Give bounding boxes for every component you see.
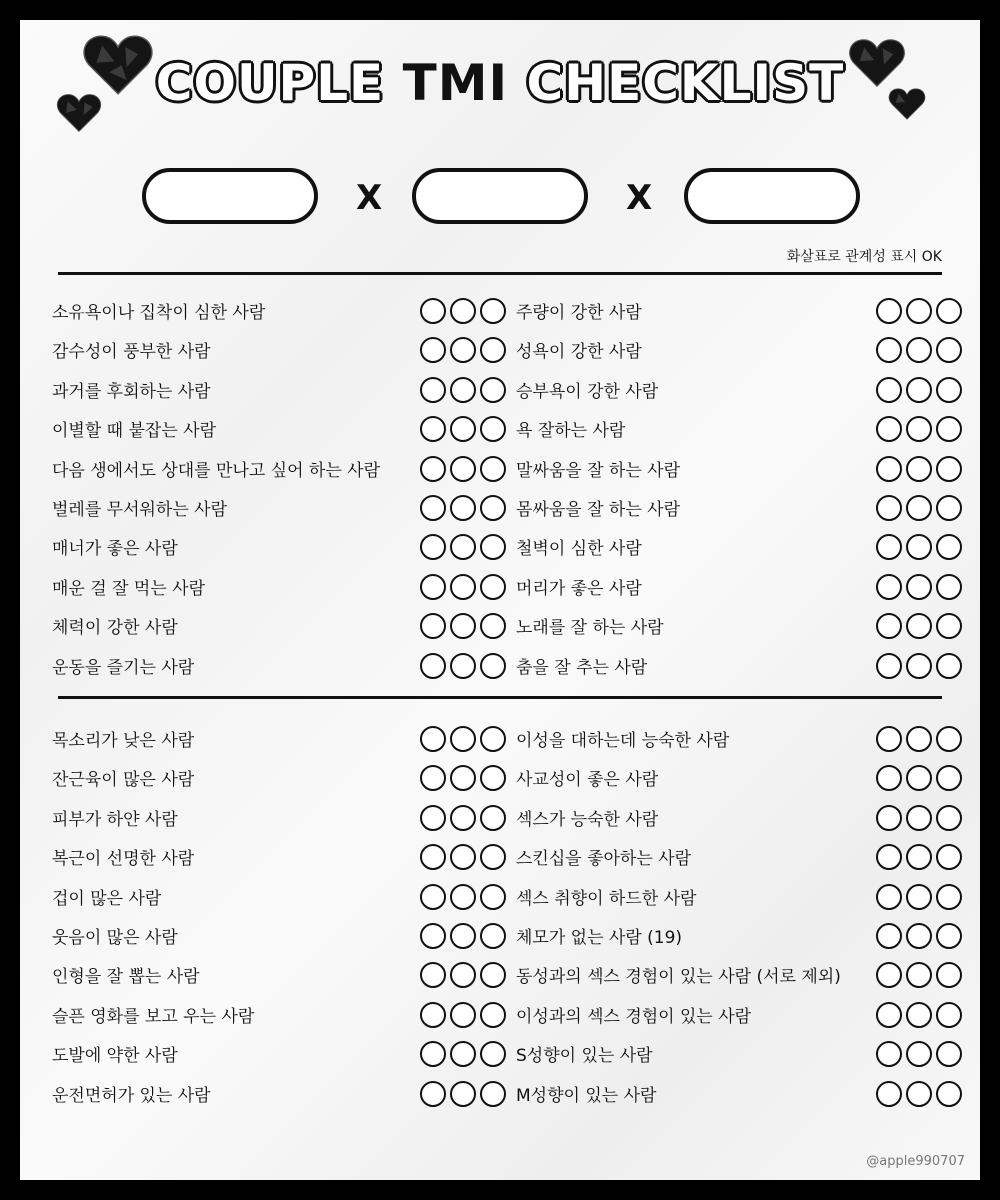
checklist-label: 섹스가 능숙한 사람 [516, 809, 659, 830]
check-circles [420, 495, 506, 521]
check-circle-2[interactable] [450, 298, 476, 324]
checklist-label: 체모가 없는 사람 (19) [516, 927, 683, 948]
checklist-row [516, 487, 960, 527]
checklist-row [52, 408, 504, 448]
page-title: COUPLE TMI CHECKLIST [155, 54, 845, 112]
check-circle-3[interactable] [936, 416, 962, 442]
name-box-2[interactable] [412, 168, 588, 224]
check-circle-1[interactable] [876, 495, 902, 521]
checklist-row [52, 757, 504, 797]
checklist-label: 승부욕이 강한 사람 [516, 381, 659, 402]
check-circles [876, 923, 962, 949]
check-circles [420, 653, 506, 679]
checklist-label: 춤을 잘 추는 사람 [516, 657, 648, 678]
check-circle-2[interactable] [906, 1041, 932, 1067]
checklist-label: 잔근육이 많은 사람 [52, 769, 195, 790]
checklist-label: 웃음이 많은 사람 [52, 927, 178, 948]
check-circle-1[interactable] [876, 884, 902, 910]
checklist-row [516, 566, 960, 606]
check-circles [420, 1041, 506, 1067]
check-circle-3[interactable] [936, 298, 962, 324]
check-circle-3[interactable] [480, 844, 506, 870]
name-box-1[interactable] [142, 168, 318, 224]
check-circle-1[interactable] [420, 298, 446, 324]
checklist-label: 복근이 선명한 사람 [52, 848, 195, 869]
check-circle-3[interactable] [936, 377, 962, 403]
check-circle-2[interactable] [450, 765, 476, 791]
x-separator: X [626, 178, 653, 218]
check-circle-2[interactable] [906, 574, 932, 600]
checklist-label: 운전면허가 있는 사람 [52, 1085, 211, 1106]
check-circles [876, 298, 962, 324]
check-circle-3[interactable] [936, 844, 962, 870]
check-circles [420, 337, 506, 363]
check-circle-1[interactable] [420, 613, 446, 639]
check-circles [420, 884, 506, 910]
check-circle-1[interactable] [420, 456, 446, 482]
check-circle-3[interactable] [480, 613, 506, 639]
check-circle-3[interactable] [936, 337, 962, 363]
check-circle-1[interactable] [420, 416, 446, 442]
check-circle-3[interactable] [936, 574, 962, 600]
check-circle-3[interactable] [936, 923, 962, 949]
check-circles [420, 1081, 506, 1107]
checklist-row [52, 876, 504, 916]
checklist-row [52, 487, 504, 527]
check-circle-3[interactable] [936, 1041, 962, 1067]
credit-handle: @apple990707 [866, 1154, 965, 1169]
check-circle-3[interactable] [480, 456, 506, 482]
check-circles [420, 377, 506, 403]
check-circle-1[interactable] [420, 1041, 446, 1067]
check-circle-2[interactable] [906, 416, 932, 442]
checklist-row [516, 526, 960, 566]
checklist-label: 겁이 많은 사람 [52, 888, 162, 909]
divider-middle [58, 696, 942, 699]
check-circles [876, 653, 962, 679]
checklist-label: 이별할 때 붙잡는 사람 [52, 420, 217, 441]
check-circle-2[interactable] [450, 416, 476, 442]
check-circle-1[interactable] [876, 534, 902, 560]
check-circle-2[interactable] [906, 534, 932, 560]
check-circles [876, 726, 962, 752]
checklist-label: M성향이 있는 사람 [516, 1085, 657, 1106]
check-circle-1[interactable] [876, 613, 902, 639]
check-circle-3[interactable] [480, 726, 506, 752]
arrow-note: 화살표로 관계성 표시 OK [786, 249, 942, 265]
checklist-row [516, 915, 960, 955]
checklist-label: 스킨십을 좋아하는 사람 [516, 848, 692, 869]
check-circle-3[interactable] [480, 805, 506, 831]
check-circle-1[interactable] [876, 765, 902, 791]
check-circles [420, 416, 506, 442]
checklist-label: S성향이 있는 사람 [516, 1045, 653, 1066]
check-circle-3[interactable] [480, 534, 506, 560]
check-circle-3[interactable] [480, 337, 506, 363]
checklist-label: 매너가 좋은 사람 [52, 538, 178, 559]
check-circle-1[interactable] [876, 456, 902, 482]
check-circle-2[interactable] [906, 298, 932, 324]
checklist-row [52, 797, 504, 837]
check-circle-2[interactable] [450, 495, 476, 521]
checklist-label: 머리가 좋은 사람 [516, 578, 642, 599]
check-circle-3[interactable] [480, 298, 506, 324]
checklist-label: 철벽이 심한 사람 [516, 538, 642, 559]
check-circle-2[interactable] [906, 613, 932, 639]
check-circle-2[interactable] [450, 805, 476, 831]
check-circle-1[interactable] [420, 962, 446, 988]
checklist-label: 성욕이 강한 사람 [516, 341, 642, 362]
check-circle-1[interactable] [876, 1041, 902, 1067]
checklist-row [516, 718, 960, 758]
check-circle-1[interactable] [876, 1002, 902, 1028]
checklist-row [52, 718, 504, 758]
checklist-row [516, 290, 960, 330]
check-circle-3[interactable] [936, 534, 962, 560]
check-circle-1[interactable] [876, 726, 902, 752]
check-circles [876, 337, 962, 363]
checklist-label: 몸싸움을 잘 하는 사람 [516, 499, 681, 520]
checklist-label: 사교성이 좋은 사람 [516, 769, 659, 790]
check-circle-2[interactable] [906, 923, 932, 949]
checklist-label: 피부가 하얀 사람 [52, 809, 178, 830]
check-circle-1[interactable] [420, 923, 446, 949]
checklist-row [52, 526, 504, 566]
checklist-label: 이성과의 섹스 경험이 있는 사람 [516, 1006, 752, 1027]
check-circle-2[interactable] [906, 1081, 932, 1107]
checklist-row [52, 605, 504, 645]
check-circle-2[interactable] [450, 726, 476, 752]
checklist-row [52, 954, 504, 994]
check-circle-1[interactable] [420, 844, 446, 870]
check-circle-1[interactable] [420, 574, 446, 600]
check-circle-2[interactable] [906, 844, 932, 870]
check-circle-3[interactable] [936, 653, 962, 679]
check-circle-1[interactable] [876, 337, 902, 363]
checklist-row [516, 1033, 960, 1073]
check-circle-2[interactable] [906, 726, 932, 752]
check-circle-1[interactable] [420, 495, 446, 521]
check-circles [876, 765, 962, 791]
check-circles [876, 495, 962, 521]
checklist-row [516, 448, 960, 488]
checklist-row [516, 329, 960, 369]
checklist-row [52, 369, 504, 409]
check-circles [420, 726, 506, 752]
check-circles [876, 534, 962, 560]
check-circle-2[interactable] [906, 456, 932, 482]
checklist-row [516, 605, 960, 645]
checklist-label: 인형을 잘 뽑는 사람 [52, 966, 200, 987]
checklist-row [516, 408, 960, 448]
check-circle-3[interactable] [480, 884, 506, 910]
check-circles [420, 574, 506, 600]
checklist-row [52, 1073, 504, 1113]
check-circle-3[interactable] [936, 805, 962, 831]
check-circle-3[interactable] [480, 765, 506, 791]
checklist-label: 목소리가 낮은 사람 [52, 730, 195, 751]
check-circle-2[interactable] [450, 377, 476, 403]
check-circle-3[interactable] [936, 495, 962, 521]
check-circles [876, 574, 962, 600]
check-circle-3[interactable] [936, 884, 962, 910]
check-circle-2[interactable] [906, 765, 932, 791]
check-circle-2[interactable] [450, 456, 476, 482]
checklist-row [52, 448, 504, 488]
check-circles [420, 298, 506, 324]
check-circles [420, 613, 506, 639]
check-circle-2[interactable] [450, 574, 476, 600]
x-separator: X [356, 178, 383, 218]
checklist-label: 운동을 즐기는 사람 [52, 657, 195, 678]
checklist-row [52, 329, 504, 369]
check-circle-1[interactable] [420, 805, 446, 831]
check-circles [876, 1002, 962, 1028]
check-circles [876, 844, 962, 870]
check-circles [420, 765, 506, 791]
checklist-label: 동성과의 섹스 경험이 있는 사람 (서로 제외) [516, 966, 841, 987]
check-circle-1[interactable] [876, 377, 902, 403]
check-circles [876, 377, 962, 403]
check-circles [876, 962, 962, 988]
check-circle-1[interactable] [420, 534, 446, 560]
check-circle-2[interactable] [450, 1041, 476, 1067]
check-circles [876, 1041, 962, 1067]
checklist-row [516, 954, 960, 994]
check-circles [420, 1002, 506, 1028]
check-circle-3[interactable] [480, 495, 506, 521]
check-circle-2[interactable] [450, 1081, 476, 1107]
check-circle-3[interactable] [480, 1081, 506, 1107]
checklist-label: 이성을 대하는데 능숙한 사람 [516, 730, 730, 751]
check-circle-1[interactable] [420, 1081, 446, 1107]
checklist-row [52, 836, 504, 876]
checklist-label: 섹스 취향이 하드한 사람 [516, 888, 697, 909]
check-circle-1[interactable] [876, 574, 902, 600]
checklist-row [516, 836, 960, 876]
check-circle-2[interactable] [906, 884, 932, 910]
checklist-label: 감수성이 풍부한 사람 [52, 341, 211, 362]
checklist-row [516, 797, 960, 837]
check-circle-2[interactable] [906, 653, 932, 679]
checklist-row [52, 994, 504, 1034]
check-circle-2[interactable] [906, 805, 932, 831]
checklist-row [52, 290, 504, 330]
checklist-label: 주량이 강한 사람 [516, 302, 642, 323]
check-circle-1[interactable] [876, 653, 902, 679]
check-circles [420, 534, 506, 560]
check-circle-1[interactable] [420, 377, 446, 403]
check-circle-3[interactable] [480, 416, 506, 442]
check-circle-1[interactable] [876, 298, 902, 324]
check-circles [876, 416, 962, 442]
check-circle-1[interactable] [420, 765, 446, 791]
checklist-row [516, 1073, 960, 1113]
check-circle-1[interactable] [876, 805, 902, 831]
check-circle-3[interactable] [936, 1081, 962, 1107]
checklist-label: 과거를 후회하는 사람 [52, 381, 211, 402]
check-circles [876, 1081, 962, 1107]
check-circles [876, 613, 962, 639]
checklist-row [52, 566, 504, 606]
check-circle-2[interactable] [450, 653, 476, 679]
check-circle-3[interactable] [480, 1002, 506, 1028]
checklist-label: 욕 잘하는 사람 [516, 420, 626, 441]
check-circle-3[interactable] [480, 653, 506, 679]
check-circle-1[interactable] [420, 726, 446, 752]
check-circle-2[interactable] [450, 884, 476, 910]
check-circle-1[interactable] [876, 844, 902, 870]
check-circle-3[interactable] [480, 377, 506, 403]
check-circle-2[interactable] [906, 1002, 932, 1028]
checklist-row [52, 1033, 504, 1073]
check-circle-2[interactable] [906, 495, 932, 521]
check-circle-2[interactable] [906, 962, 932, 988]
check-circle-2[interactable] [450, 844, 476, 870]
checklist-row [52, 645, 504, 685]
check-circle-3[interactable] [936, 962, 962, 988]
check-circle-1[interactable] [420, 653, 446, 679]
checklist-row [52, 915, 504, 955]
check-circle-2[interactable] [450, 613, 476, 639]
checklist-label: 매운 걸 잘 먹는 사람 [52, 578, 205, 599]
checklist-label: 슬픈 영화를 보고 우는 사람 [52, 1006, 255, 1027]
checklist-label: 말싸움을 잘 하는 사람 [516, 460, 681, 481]
check-circles [420, 805, 506, 831]
check-circle-1[interactable] [876, 1081, 902, 1107]
checklist-label: 체력이 강한 사람 [52, 617, 178, 638]
check-circles [420, 844, 506, 870]
check-circle-1[interactable] [420, 884, 446, 910]
check-circle-1[interactable] [420, 1002, 446, 1028]
check-circle-2[interactable] [450, 962, 476, 988]
checklist-row [516, 876, 960, 916]
check-circle-3[interactable] [936, 765, 962, 791]
check-circle-2[interactable] [450, 337, 476, 363]
check-circle-3[interactable] [480, 962, 506, 988]
check-circles [876, 805, 962, 831]
check-circle-3[interactable] [936, 456, 962, 482]
check-circles [876, 884, 962, 910]
check-circles [420, 962, 506, 988]
divider-top [58, 272, 942, 275]
check-circle-3[interactable] [480, 574, 506, 600]
check-circles [420, 923, 506, 949]
check-circle-2[interactable] [450, 534, 476, 560]
check-circle-1[interactable] [876, 416, 902, 442]
check-circle-1[interactable] [876, 962, 902, 988]
checklist-label: 소유욕이나 집착이 심한 사람 [52, 302, 266, 323]
checklist-row [516, 757, 960, 797]
check-circles [876, 456, 962, 482]
check-circle-2[interactable] [906, 337, 932, 363]
check-circle-3[interactable] [936, 1002, 962, 1028]
check-circle-2[interactable] [450, 923, 476, 949]
check-circles [420, 456, 506, 482]
checklist-label: 다음 생에서도 상대를 만나고 싶어 하는 사람 [52, 460, 381, 481]
check-circle-2[interactable] [906, 377, 932, 403]
check-circle-3[interactable] [480, 1041, 506, 1067]
checklist-row [516, 645, 960, 685]
check-circle-3[interactable] [936, 613, 962, 639]
check-circle-3[interactable] [936, 726, 962, 752]
checklist-label: 노래를 잘 하는 사람 [516, 617, 664, 638]
check-circle-1[interactable] [420, 337, 446, 363]
checklist-label: 도발에 약한 사람 [52, 1045, 178, 1066]
name-box-3[interactable] [684, 168, 860, 224]
checklist-label: 벌레를 무서워하는 사람 [52, 499, 228, 520]
checklist-row [516, 369, 960, 409]
check-circle-3[interactable] [480, 923, 506, 949]
check-circle-1[interactable] [876, 923, 902, 949]
check-circle-2[interactable] [450, 1002, 476, 1028]
checklist-row [516, 994, 960, 1034]
